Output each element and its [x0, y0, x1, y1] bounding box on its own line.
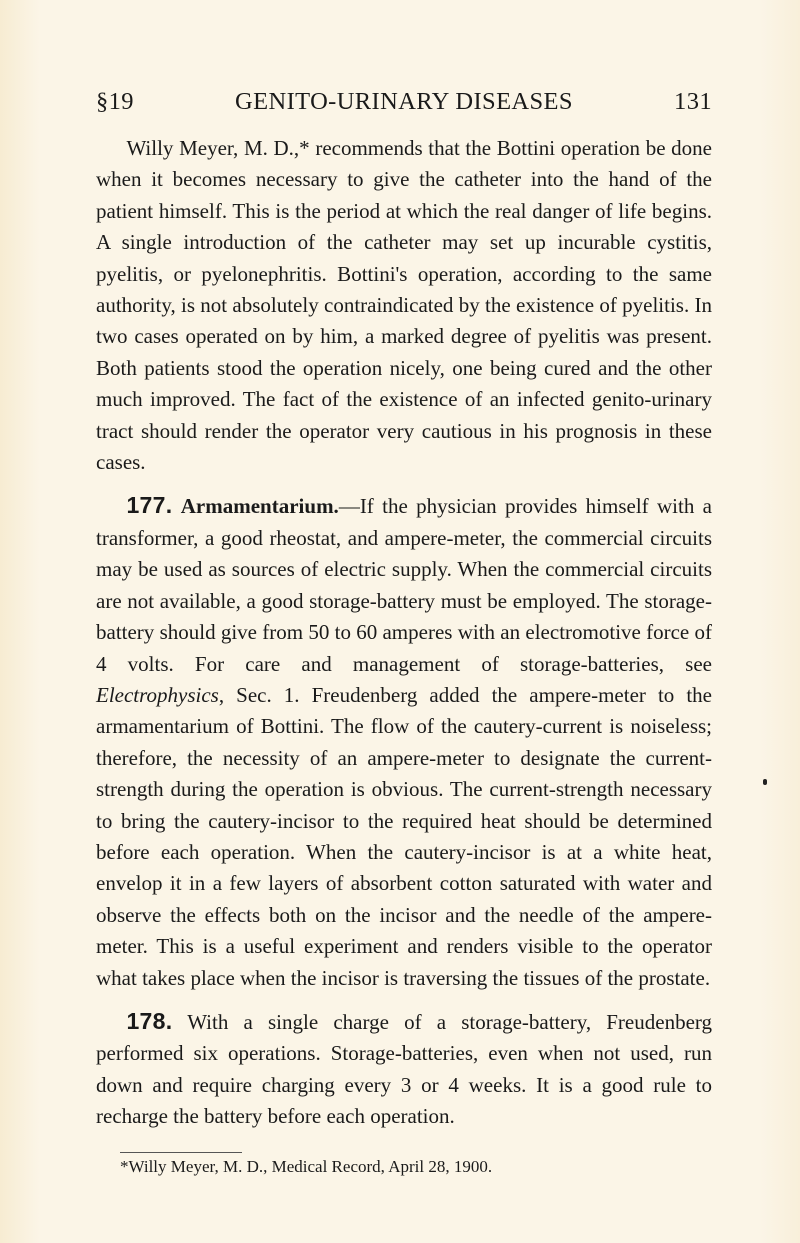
ink-speck: [763, 779, 767, 785]
section-178-number: 178.: [126, 1007, 173, 1034]
section-177-text-a: —If the physician provides himself with a transformer, a good rheostat, and ampere-meter, the commercial circuits may be used as sources of electric supply. When the commercial circuits are not available, a good storage-battery must be employed. The storage-battery should give from 50 to 60 amperes with an electromotive force of 4 volts. For care and management of storage-batteries, see: [96, 494, 713, 676]
page-number: 131: [674, 88, 712, 115]
section-177-paragraph: [96, 490, 712, 994]
section-177-heading: Armamentarium.: [180, 494, 339, 519]
running-title: GENITO-URINARY DISEASES: [235, 88, 573, 115]
section-mark: §19: [96, 88, 134, 115]
section-177-number: 177.: [126, 492, 173, 519]
running-header: [96, 88, 712, 122]
section-178-paragraph: [96, 1006, 712, 1133]
footnote-rule: [120, 1152, 242, 1153]
paragraph-meyer: Willy Meyer, M. D.,* recommends that the Bottini operation be done when it becomes necessary to give the catheter into the hand of the patient himself. This is the period at which the real danger of life begins. A single introduction of the catheter may set up incurable cystitis, pyelitis, or pyelonephritis. Bottini's operation, according to the same authority, is not absolutely contraindicated by the existence of pyelitis. In two cases operated on by him, a marked degree of pyelitis was present. Both patients stood the operation nicely, one being cured and the other much improved. The fact of the existence of an infected genito-urinary tract should render the operator very cautious in his prognosis in these cases.: [96, 136, 712, 475]
section-177-italic-reference: Electrophysics: [96, 682, 219, 707]
section-178-text: With a single charge of a storage-battery, Freudenberg performed six operations. Storage-batteries, even when not used, run down and require charging every 3 or 4 weeks. It is a good rule to recharge the battery before each operation.: [96, 1009, 712, 1129]
body-text: [96, 133, 712, 1133]
footnote: *Willy Meyer, M. D., Medical Record, April 28, 1900.: [120, 1157, 493, 1176]
section-177-text-b: , Sec. 1. Freudenberg added the ampere-meter to the armamentarium of Bottini. The flow of the cautery-current is noiseless; therefore, the necessity of an ampere-meter to designate the current-strength during the operation is obvious. The current-strength necessary to bring the cautery-incisor to the required heat should be determined before each operation. When the cautery-incisor is at a white heat, envelop it in a few layers of absorbent cotton saturated with water and observe the effects both on the incisor and the needle of the ampere-meter. This is a useful experiment and renders visible to the operator what takes place when the incisor is traversing the tissues of the prostate.: [96, 682, 712, 990]
